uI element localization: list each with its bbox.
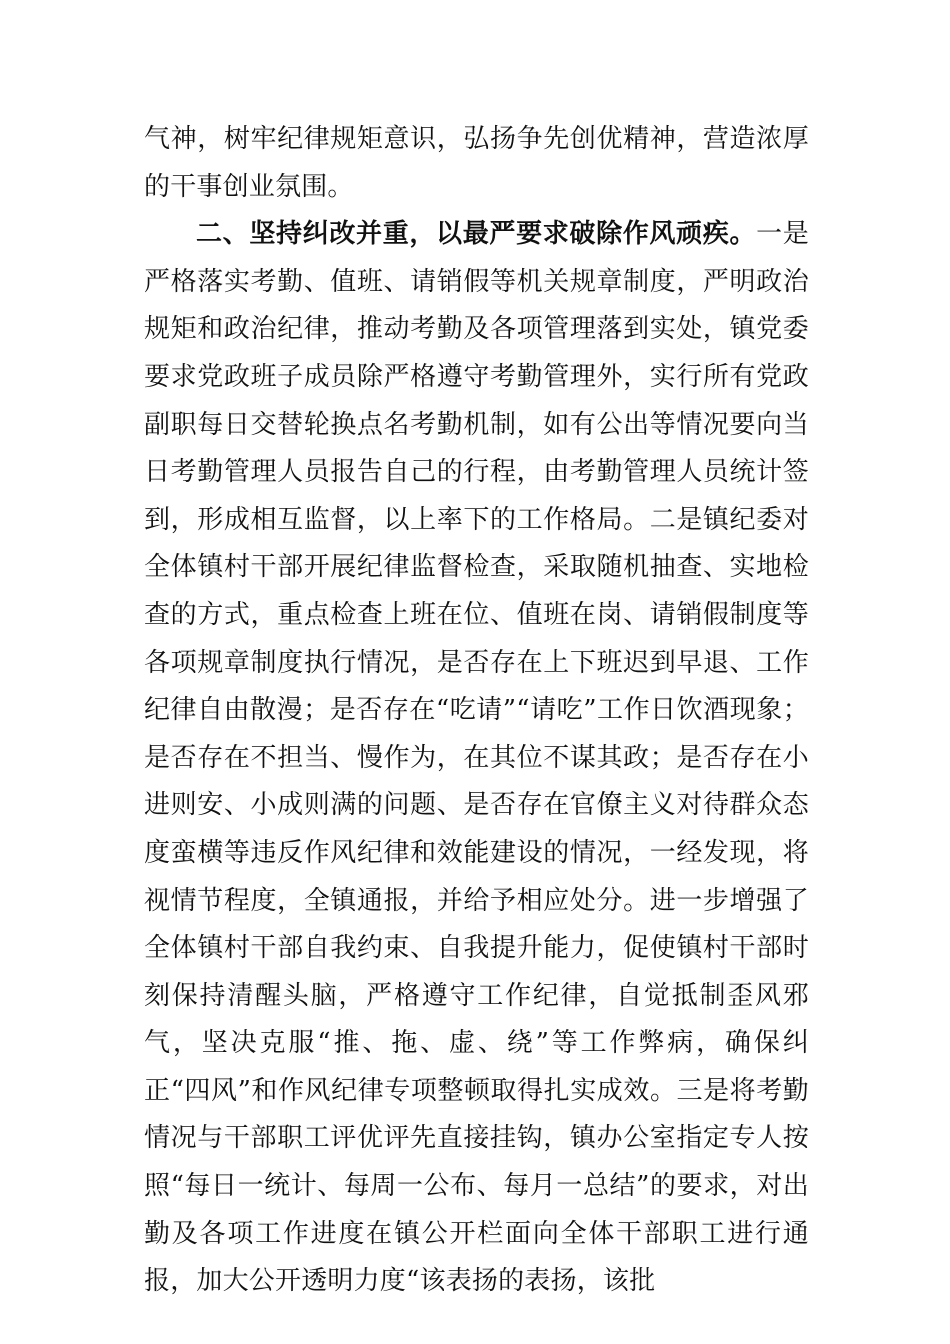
paragraph-section-two	[144, 211, 809, 1306]
paragraph-text: 气神，树牢纪律规矩意识，弘扬争先创优精神，营造浓厚的干事创业氛围。	[144, 124, 809, 202]
document-page	[144, 116, 809, 1306]
section-heading: 二、坚持纠改并重，以最严要求破除作风顽疾。	[196, 219, 757, 250]
paragraph-continuation	[144, 116, 809, 211]
paragraph-text: 一是严格落实考勤、值班、请销假等机关规章制度，严明政治规矩和政治纪律，推动考勤及各项管理落到实处，镇党委要求党政班子成员除严格遵守考勤管理外，实行所有党政副职每日交替轮换点名考勤机制，如有公出等情况要向当日考勤管理人员报告自己的行程，由考勤管理人员统计签到，形成相互监督，以上率下的工作格局。二是镇纪委对全体镇村干部开展纪律监督检查，采取随机抽查、实地检查的方式，重点检查上班在位、值班在岗、请销假制度等各项规章制度执行情况，是否存在上下班迟到早退、工作纪律自由散漫；是否存在“吃请”“请吃”工作日饮酒现象；是否存在不担当、慢作为，在其位不谋其政；是否存在小进则安、小成则满的问题、是否存在官僚主义对待群众态度蛮横等违反作风纪律和效能建设的情况，一经发现，将视情节程度，全镇通报，并给予相应处分。进一步增强了全体镇村干部自我约束、自我提升能力，促使镇村干部时刻保持清醒头脑，严格遵守工作纪律，自觉抵制歪风邪气，坚决克服“推、拖、虚、绕”等工作弊病，确保纠正“四风”和作风纪律专项整顿取得扎实成效。三是将考勤情况与干部职工评优评先直接挂钩，镇办公室指定专人按照“每日一统计、每周一公布、每月一总结”的要求，对出勤及各项工作进度在镇公开栏面向全体干部职工进行通报，加大公开透明力度“该表扬的表扬，该批	[144, 219, 809, 1297]
